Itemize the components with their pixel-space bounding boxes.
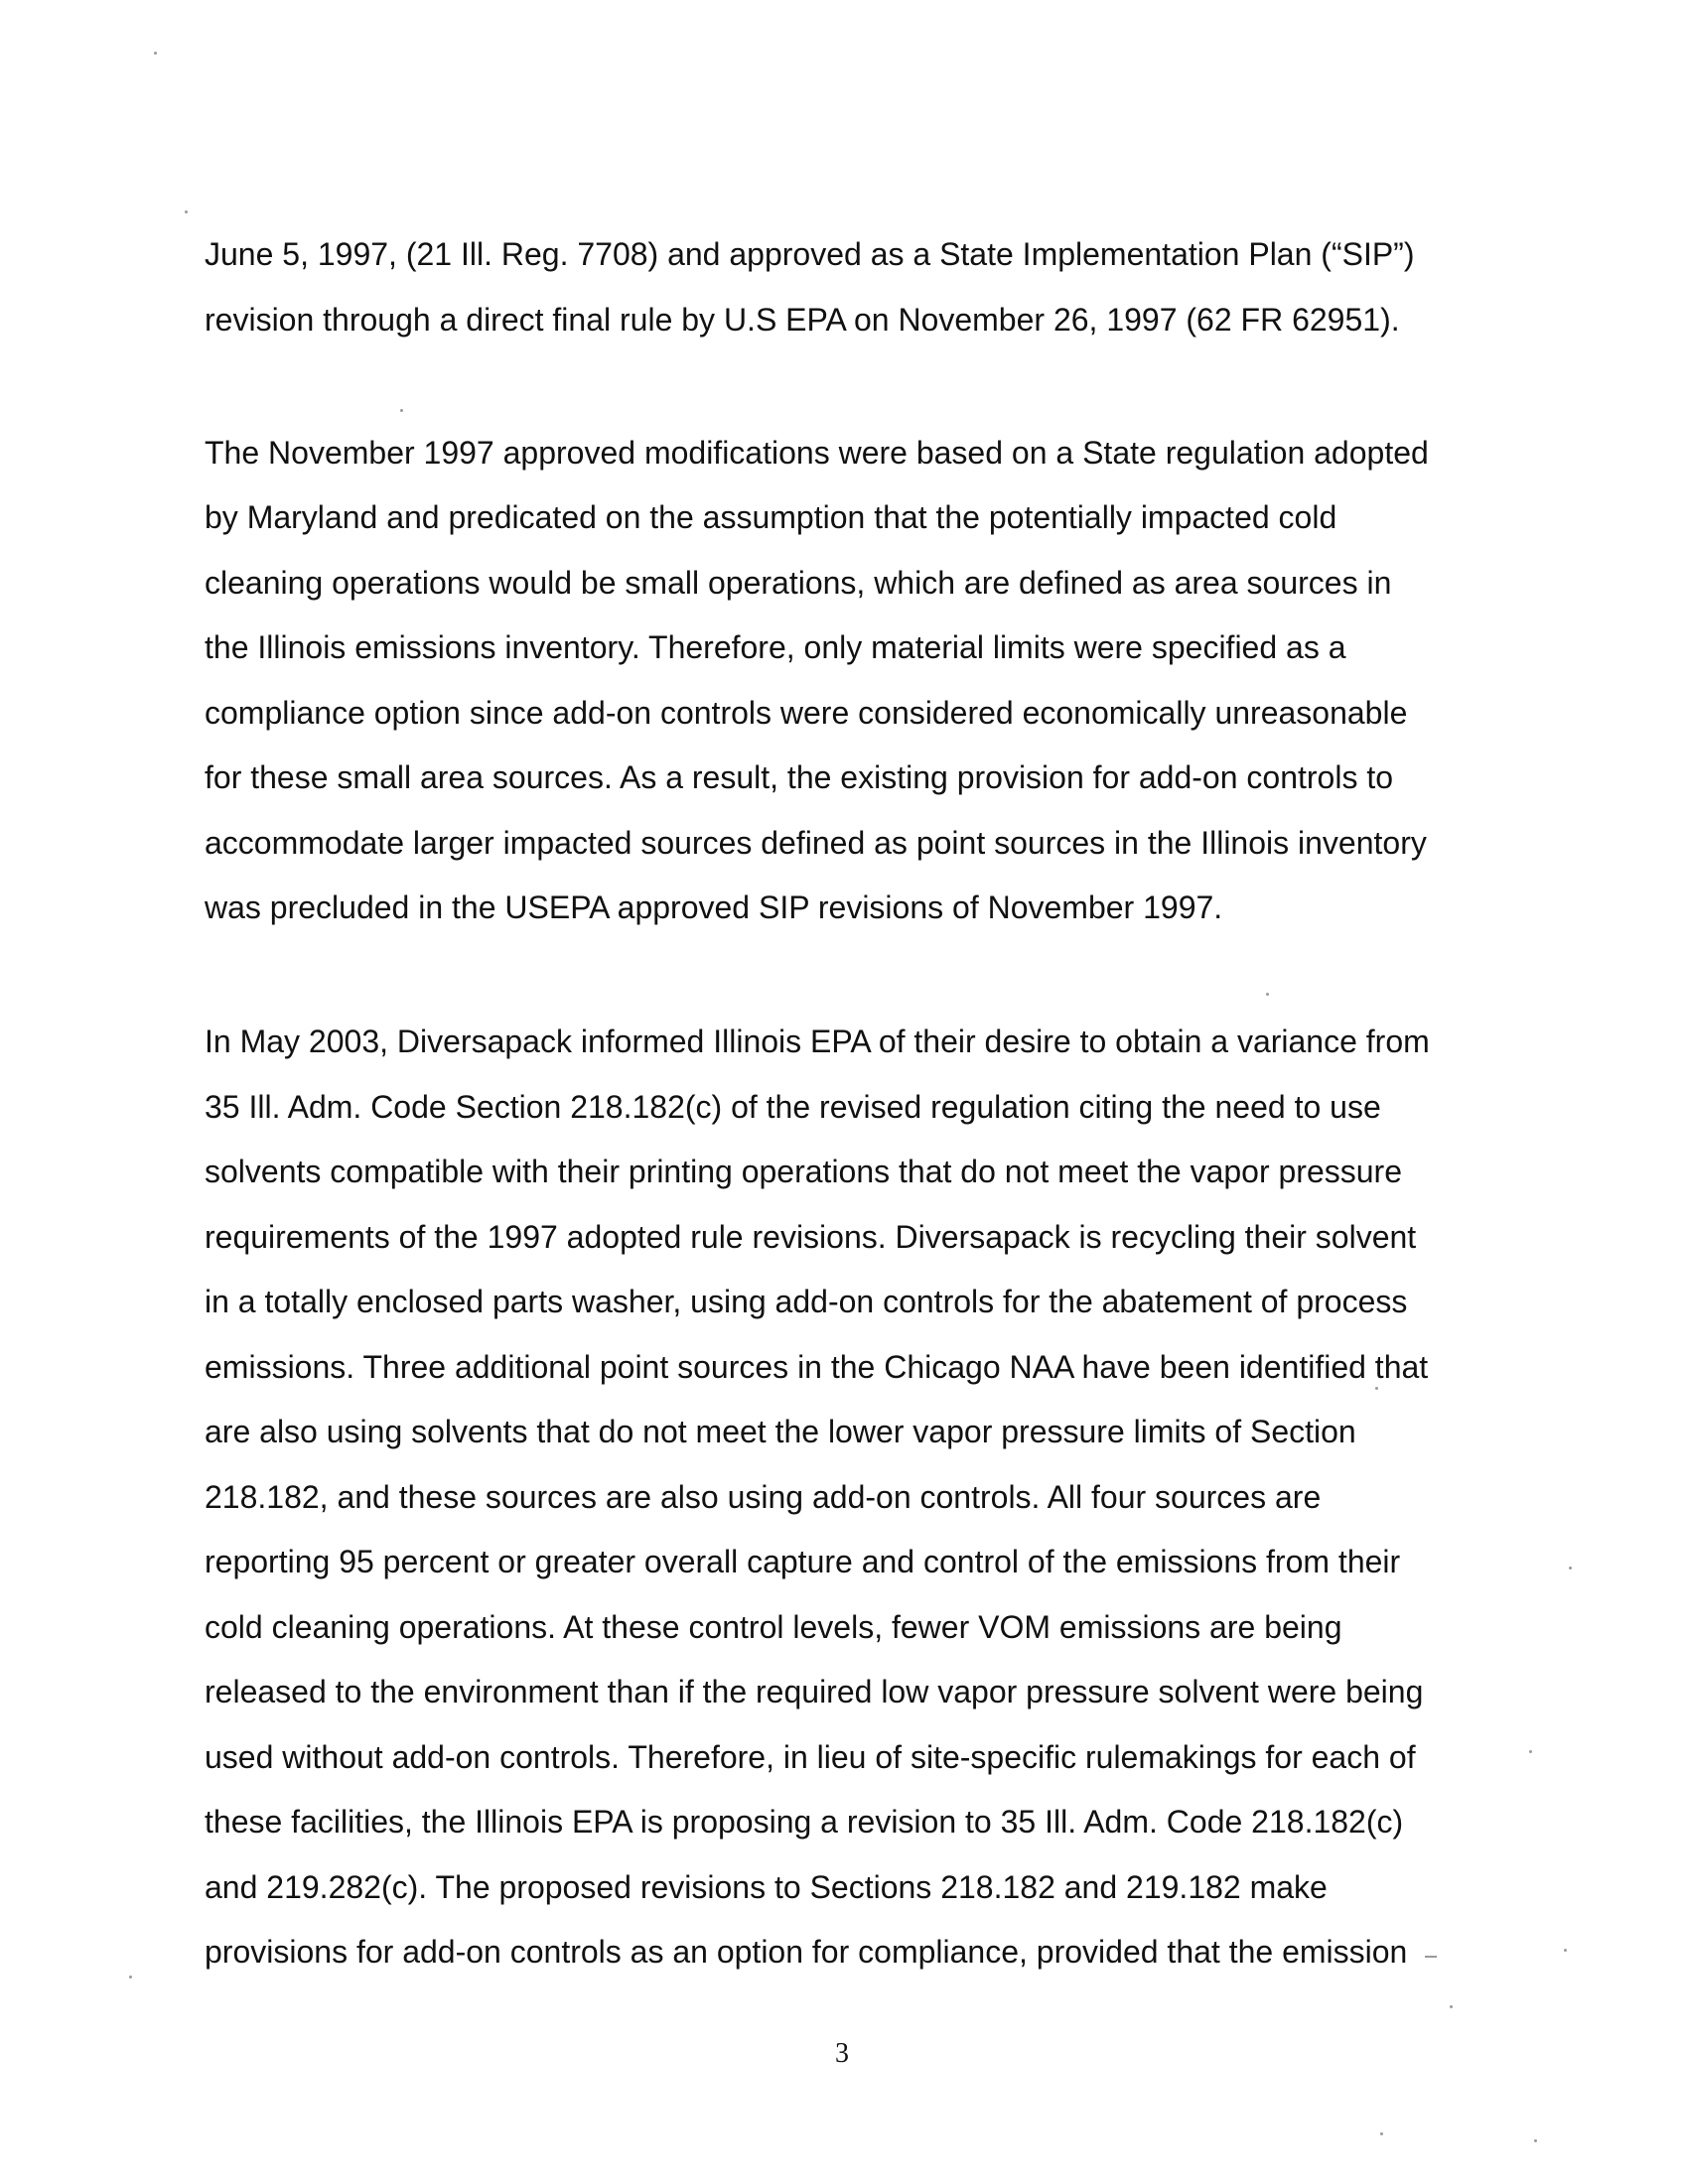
scan-speck [1450, 2005, 1453, 2008]
text-line: and 219.282(c). The proposed revisions to Sections 218.182 and 219.182 make [205, 1869, 1328, 1905]
text-line: cleaning operations would be small operations, which are defined as area sources in [205, 565, 1392, 601]
text-line: 218.182, and these sources are also using add-on controls. All four sources are [205, 1479, 1322, 1515]
scan-speck [1380, 2132, 1383, 2135]
text-line: compliance option since add-on controls were considered economically unreasonable [205, 695, 1408, 731]
text-line: these facilities, the Illinois EPA is proposing a revision to 35 Ill. Adm. Code 218.182(c) [205, 1804, 1404, 1840]
scan-speck [154, 52, 157, 55]
text-line: are also using solvents that do not meet the lower vapor pressure limits of Section [205, 1414, 1356, 1449]
text-line: June 5, 1997, (21 Ill. Reg. 7708) and approved as a State Implementation Plan (“SIP”) [205, 236, 1415, 272]
scan-speck [1569, 1567, 1572, 1570]
scan-speck [185, 210, 188, 213]
scan-speck [1266, 993, 1269, 996]
text-line: released to the environment than if the required low vapor pressure solvent were being [205, 1674, 1424, 1709]
scan-speck [1564, 1949, 1567, 1952]
text-line: solvents compatible with their printing operations that do not meet the vapor pressure [205, 1154, 1402, 1189]
text-line: In May 2003, Diversapack informed Illinois EPA of their desire to obtain a variance from [205, 1024, 1430, 1059]
text-line: used without add-on controls. Therefore, in lieu of site-specific rulemakings for each of [205, 1739, 1416, 1775]
text-line: cold cleaning operations. At these control levels, fewer VOM emissions are being [205, 1609, 1342, 1645]
text-line: in a totally enclosed parts washer, using add-on controls for the abatement of process [205, 1284, 1408, 1319]
text-line: for these small area sources. As a result, the existing provision for add-on controls to [205, 759, 1394, 795]
scan-speck [1375, 1387, 1378, 1390]
text-line: by Maryland and predicated on the assumption that the potentially impacted cold [205, 499, 1337, 535]
scan-speck [129, 1976, 132, 1979]
scan-speck [1529, 1750, 1532, 1753]
text-line: reporting 95 percent or greater overall capture and control of the emissions from their [205, 1544, 1401, 1579]
text-line: accommodate larger impacted sources defined as point sources in the Illinois inventory [205, 825, 1427, 861]
text-line: the Illinois emissions inventory. Therefore, only material limits were specified as a [205, 629, 1346, 665]
scan-speck [1534, 2139, 1537, 2142]
page-number: 3 [835, 2038, 849, 2069]
text-line: emissions. Three additional point sources in the Chicago NAA have been identified that [205, 1349, 1429, 1385]
text-line: was precluded in the USEPA approved SIP revisions of November 1997. [205, 889, 1223, 925]
text-line: The November 1997 approved modifications were based on a State regulation adopted [205, 435, 1429, 471]
text-line: provisions for add-on controls as an option for compliance, provided that the emission [205, 1934, 1408, 1970]
text-line: requirements of the 1997 adopted rule revisions. Diversapack is recycling their solvent [205, 1219, 1417, 1255]
text-line: 35 Ill. Adm. Code Section 218.182(c) of the revised regulation citing the need to use [205, 1089, 1381, 1125]
scan-speck [400, 409, 403, 412]
text-line: revision through a direct final rule by U.S EPA on November 26, 1997 (62 FR 62951). [205, 302, 1400, 338]
scan-speck [1425, 1956, 1437, 1958]
